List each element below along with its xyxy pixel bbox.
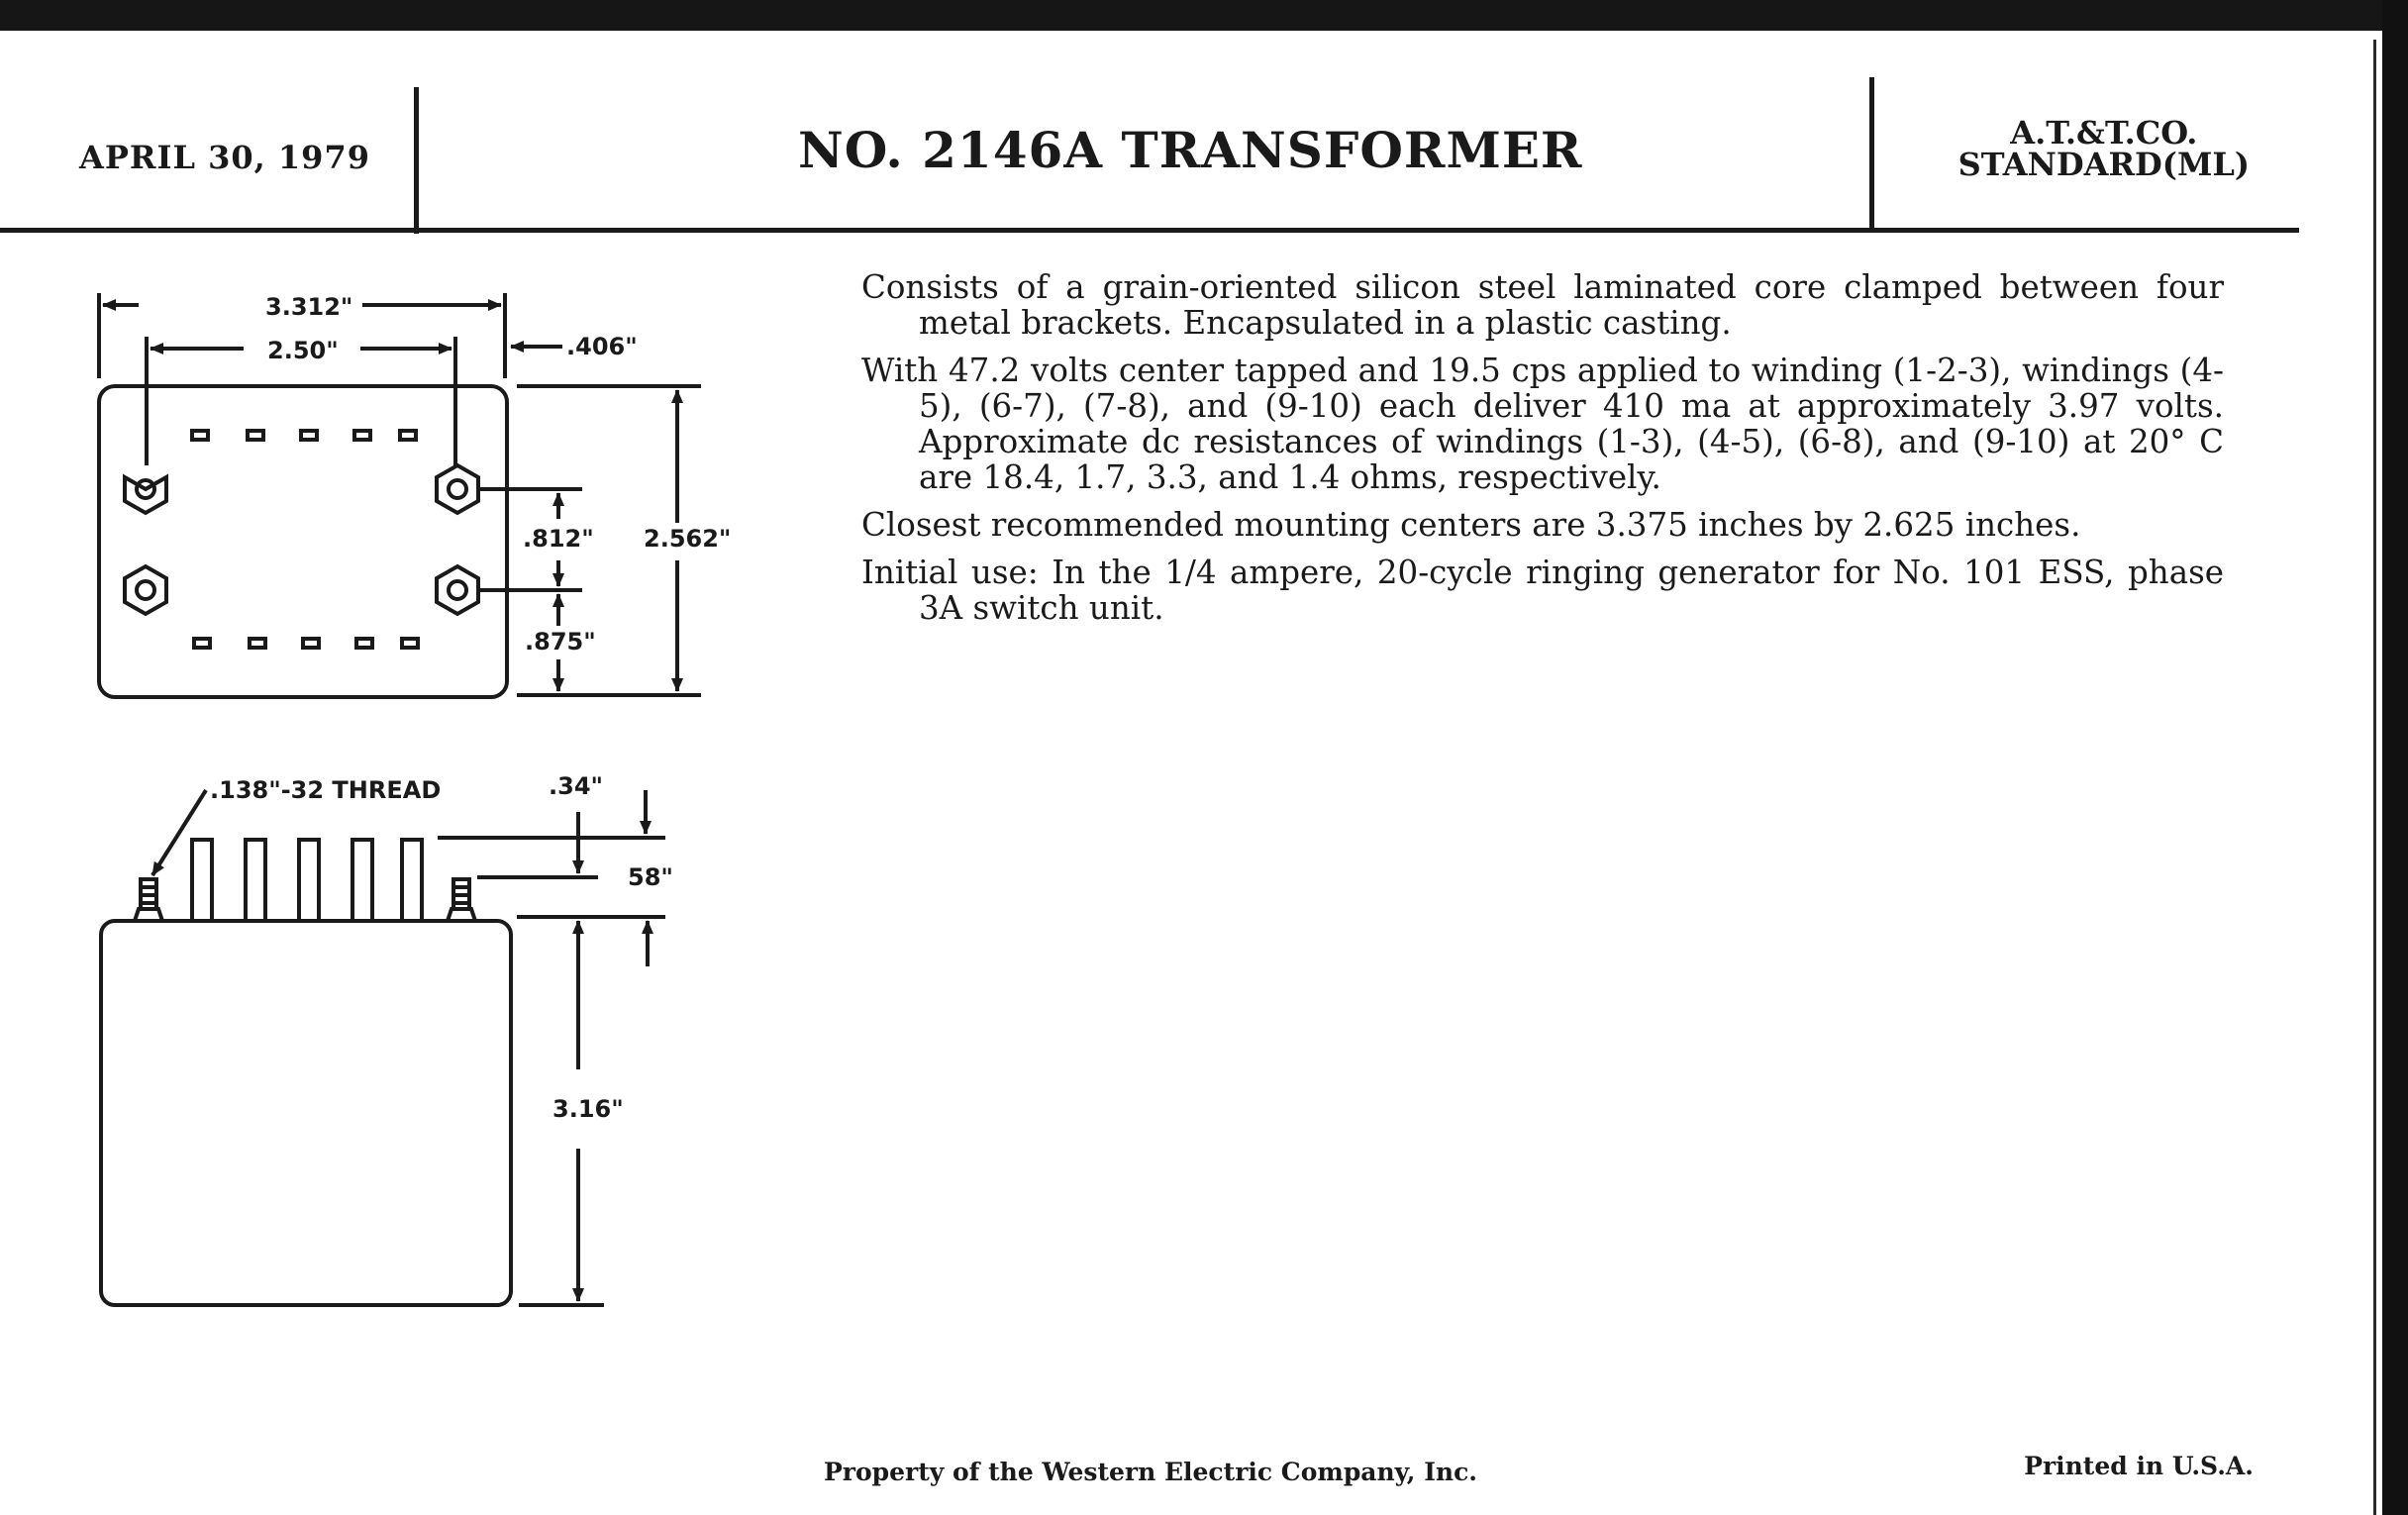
standard-line-2: STANDARD(ML)	[1957, 146, 2250, 183]
side-view-outline	[101, 921, 511, 1305]
terminal-lug	[299, 840, 319, 921]
description-paragraph: With 47.2 volts center tapped and 19.5 cps applied to winding (1-2-3), windings (4-5), (6-7), (7-8), and (9-10) each deliver 410 ma at approximately 3.97 volts. Approximate dc resistances of windings (1-3), (4-5), (6-8), and (9-10) at 20° C are 18.4, 1.7, 3.3, and 1.4 ohms, respectively.	[861, 352, 2224, 496]
terminal-lug	[402, 840, 422, 921]
terminal-slot	[354, 431, 370, 440]
dim-edge-offset: .406"	[566, 333, 638, 360]
terminal-slot	[250, 639, 265, 648]
mounting-stud-icon	[437, 566, 478, 614]
document-date: APRIL 30, 1979	[79, 139, 370, 176]
dim-overall-width: 3.312"	[265, 293, 353, 321]
dim-bottom-offset: .875"	[525, 628, 596, 656]
terminal-slot	[400, 431, 416, 440]
dim-stud-height: 58"	[628, 863, 673, 891]
terminal-lug	[246, 840, 265, 921]
mounting-stud-icon	[437, 465, 478, 513]
mounting-stud-icon	[125, 477, 166, 513]
description-paragraph: Consists of a grain-oriented silicon steel laminated core clamped between four metal brackets. Encapsulated in a plastic casting.	[861, 268, 2224, 342]
terminal-slot	[194, 639, 210, 648]
terminal-slot	[248, 431, 263, 440]
property-notice: Property of the Western Electric Company, Inc.	[824, 1458, 1478, 1486]
terminal-slot	[402, 639, 418, 648]
terminal-slot	[301, 431, 317, 440]
terminal-slot	[356, 639, 372, 648]
dim-stud-spacing: .812"	[523, 525, 594, 553]
printed-notice: Printed in U.S.A.	[2024, 1452, 2254, 1480]
terminal-lug	[192, 840, 212, 921]
dim-mounting-width: 2.50"	[267, 337, 339, 364]
dim-body-height: 3.16"	[552, 1095, 624, 1123]
terminal-slot	[303, 639, 319, 648]
threaded-stud-icon	[135, 879, 162, 921]
description-paragraph: Closest recommended mounting centers are 3.375 inches by 2.625 inches.	[861, 506, 2081, 544]
standard-line-1: A.T.&T.CO.	[2010, 114, 2198, 152]
dim-overall-height: 2.562"	[644, 525, 732, 553]
document-title: NO. 2146A TRANSFORMER	[798, 121, 1583, 179]
description-paragraph: Initial use: In the 1/4 ampere, 20-cycle ringing generator for No. 101 ESS, phase 3A switch unit.	[861, 554, 2224, 627]
terminal-slot	[192, 431, 208, 440]
dim-terminal-height: .34"	[549, 772, 604, 800]
terminal-lug	[352, 840, 372, 921]
thread-label: .138"-32 THREAD	[210, 776, 442, 804]
mounting-stud-icon	[125, 566, 166, 614]
leader-line	[152, 790, 206, 875]
threaded-stud-icon	[448, 879, 475, 921]
